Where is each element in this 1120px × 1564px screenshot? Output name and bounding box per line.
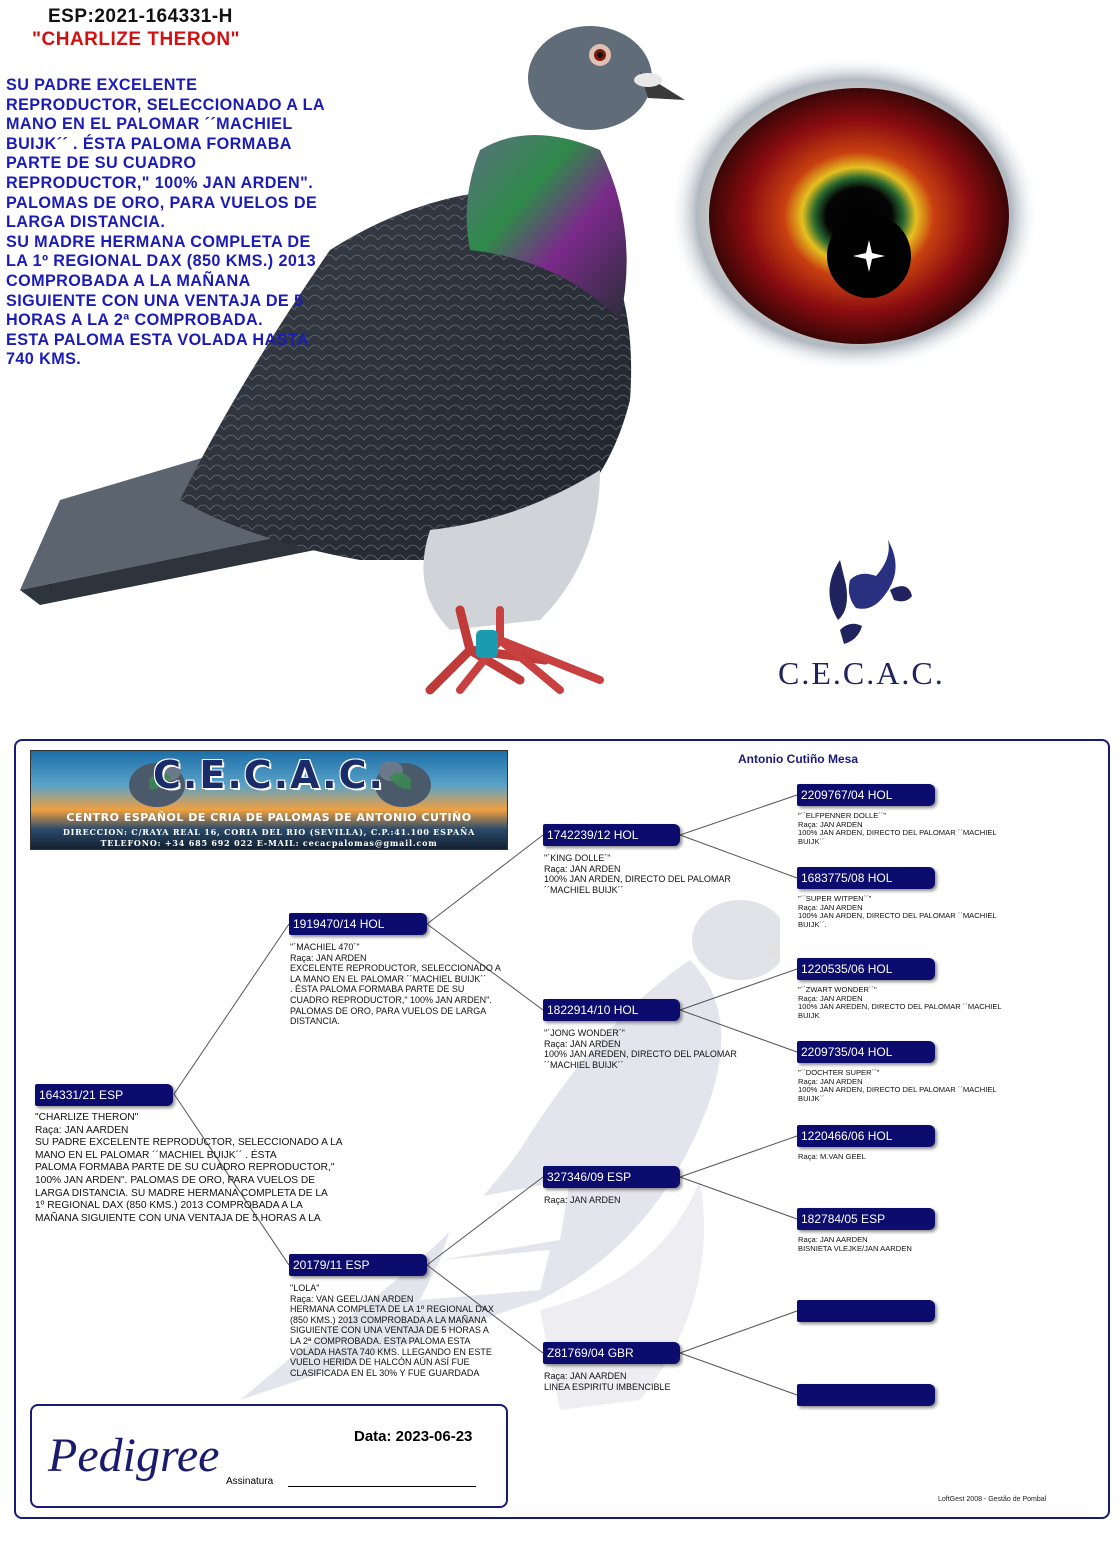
pedigree-info-mm bbox=[544, 1371, 769, 1392]
info-line: Raça: JAN AARDEN bbox=[35, 1124, 129, 1136]
pedigree-node-mm[interactable]: Z81769/04 GBR bbox=[543, 1342, 680, 1364]
info-line: LINEA ESPIRITU IMBENCIBLE bbox=[544, 1381, 671, 1392]
pedigree-info-mother bbox=[290, 1283, 515, 1378]
info-line: 100% JAN ARDEN, DIRECTO DEL PALOMAR ´´MACHIEL bbox=[798, 1085, 997, 1095]
description-line: SU PADRE EXCELENTE bbox=[6, 76, 198, 94]
description-line: LARGA DISTANCIA. bbox=[6, 213, 166, 232]
description-line: LA 1º REGIONAL DAX (850 KMS.) 2013 bbox=[6, 252, 317, 271]
info-line: Raça: JAN ARDEN bbox=[798, 1076, 863, 1086]
description-line: HORAS A LA 2ª COMPROBADA. bbox=[6, 311, 264, 330]
info-line: "´KING DOLLE´" bbox=[544, 853, 611, 863]
pedigree-info-fmf bbox=[798, 986, 1028, 1020]
pedigree-title: Pedigree bbox=[48, 1429, 220, 1482]
pedigree-info-mfm bbox=[798, 1236, 1028, 1253]
info-line: Raça: JAN ARDEN bbox=[798, 902, 863, 912]
pedigree-node-fm[interactable]: 1822914/10 HOL bbox=[543, 999, 680, 1021]
info-line: BISNIETA VLEJKE/JAN AARDEN bbox=[798, 1243, 912, 1253]
pedigree-info-subject bbox=[35, 1112, 365, 1225]
info-line: PALOMA FORMABA PARTE DE SU CUADRO REPRODUCTOR," bbox=[35, 1162, 335, 1174]
info-line: Raça: JAN ARDEN bbox=[290, 952, 367, 963]
info-line: Raça: JAN AARDEN bbox=[798, 1235, 868, 1244]
pedigree-info-ff bbox=[544, 853, 769, 895]
ring-title: ESP:2021-164331-H bbox=[48, 6, 233, 27]
info-line: 100% JAN AREDEN, DIRECTO DEL PALOMAR ´´MACHIEL bbox=[798, 1002, 1002, 1012]
pedigree-node-mfm[interactable]: 182784/05 ESP bbox=[797, 1208, 935, 1230]
pedigree-info-ffm bbox=[798, 895, 1028, 929]
info-line: CLASIFICADA EN EL 30% Y FUE GUARDADA bbox=[290, 1367, 480, 1378]
pedigree-date: Data: 2023-06-23 bbox=[354, 1428, 473, 1445]
info-line: EXCELENTE REPRODUCTOR, SELECCIONADO A bbox=[290, 963, 501, 974]
description-line: PARTE DE SU CUADRO bbox=[6, 154, 197, 173]
info-line: HERMANA COMPLETA DE LA 1º REGIONAL DAX bbox=[290, 1304, 494, 1315]
info-line: DISTANCIA. bbox=[290, 1016, 340, 1027]
pedigree-node-mmf[interactable] bbox=[797, 1300, 935, 1322]
description-line: REPRODUCTOR," 100% JAN ARDEN". bbox=[6, 173, 314, 192]
pedigree-node-father[interactable]: 1919470/14 HOL bbox=[289, 913, 427, 935]
banner-contact: TELEFONO: +34 685 692 022 E-MAIL: cecacpalomas@gmail.com bbox=[100, 838, 438, 848]
info-line: BUIJK´´ bbox=[798, 1093, 825, 1103]
pedigree-node-fmf[interactable]: 1220535/06 HOL bbox=[797, 958, 935, 980]
pedigree-node-ffm[interactable]: 1683775/08 HOL bbox=[797, 867, 935, 889]
description-line: REPRODUCTOR, SELECCIONADO A LA bbox=[6, 95, 325, 114]
cecac-banner bbox=[30, 750, 508, 850]
pedigree-node-fmm[interactable]: 2209735/04 HOL bbox=[797, 1041, 935, 1063]
pedigree-node-mf[interactable]: 327346/09 ESP bbox=[543, 1166, 680, 1188]
info-line: . ÉSTA PALOMA FORMABA PARTE DE SU bbox=[290, 984, 465, 995]
pedigree-node-mff[interactable]: 1220466/06 HOL bbox=[797, 1125, 935, 1147]
pedigree-node-fff[interactable]: 2209767/04 HOL bbox=[797, 784, 935, 806]
info-line: "´´DOCHTER SUPER´´" bbox=[798, 1068, 880, 1077]
pedigree-info-mf bbox=[544, 1195, 769, 1206]
description-line: 740 KMS. bbox=[6, 350, 82, 369]
software-credit: LoftGest 2008 - Gestão de Pombal bbox=[938, 1496, 1047, 1503]
info-line: Raça: JAN ARDEN bbox=[544, 863, 621, 874]
info-line: 100% JAN ARDEN, DIRECTO DEL PALOMAR bbox=[544, 874, 731, 885]
description-line: PALOMAS DE ORO, PARA VUELOS DE bbox=[6, 193, 318, 212]
description-line: ESTA PALOMA ESTA VOLADA HASTA bbox=[6, 330, 309, 349]
info-line: MANO EN EL PALOMAR ´´MACHIEL BUIJK´´ . ÉSTA bbox=[35, 1149, 277, 1161]
info-line: "´MACHIEL 470´" bbox=[290, 942, 360, 952]
info-line: CUADRO REPRODUCTOR," 100% JAN ARDEN". bbox=[290, 994, 492, 1005]
banner-address: DIRECCION: C/RAYA REAL 16, CORIA DEL RIO (SEVILLA), C.P.:41.100 ESPAÑA bbox=[62, 827, 476, 837]
info-line: LA MANO EN EL PALOMAR ´´MACHIEL BUIJK´´ bbox=[290, 973, 487, 984]
info-line: 1º REGIONAL DAX (850 KMS.) 2013 COMPROBADA A LA bbox=[35, 1200, 303, 1212]
description-line: SIGUIENTE CON UNA VENTAJA DE 5 bbox=[6, 291, 304, 310]
info-line: SU PADRE EXCELENTE REPRODUCTOR, SELECCIONADO A LA bbox=[35, 1137, 343, 1149]
pedigree-node-subject[interactable]: 164331/21 ESP bbox=[35, 1084, 173, 1106]
pigeon-eye-photo bbox=[664, 44, 1044, 374]
info-line: 100% JAN AREDEN, DIRECTO DEL PALOMAR bbox=[544, 1049, 737, 1060]
pedigree-info-fm bbox=[544, 1028, 769, 1070]
info-line: 100% JAN ARDEN, DIRECTO DEL PALOMAR ´´MACHIEL bbox=[798, 911, 997, 921]
pedigree-info-father bbox=[290, 942, 515, 1027]
info-line: Raça: JAN ARDEN bbox=[798, 993, 863, 1003]
info-line: PALOMAS DE ORO, PARA VUELOS DE LARGA bbox=[290, 1005, 487, 1016]
bird-name: "CHARLIZE THERON" bbox=[32, 29, 241, 50]
info-line: Raça: JAN ARDEN bbox=[544, 1038, 621, 1049]
info-line: "´´SUPER WITPEN´´" bbox=[798, 894, 872, 903]
cecac-logo-text: C.E.C.A.C. bbox=[778, 655, 945, 691]
pedigree-info-fff bbox=[798, 812, 1028, 846]
info-line: Raça: JAN ARDEN bbox=[544, 1195, 621, 1205]
signature-line[interactable] bbox=[288, 1486, 476, 1487]
banner-subtitle: CENTRO ESPAÑOL DE CRIA DE PALOMAS DE ANTONIO CUTIÑO bbox=[66, 811, 472, 824]
pedigree-node-ff[interactable]: 1742239/12 HOL bbox=[543, 824, 680, 846]
info-line: "´JONG WONDER´" bbox=[544, 1028, 625, 1038]
info-line: 100% JAN ARDEN, DIRECTO DEL PALOMAR ´´MACHIEL bbox=[798, 828, 997, 838]
description-line: MANO EN EL PALOMAR ´´MACHIEL bbox=[6, 115, 293, 134]
description-line: BUIJK´´ . ÉSTA PALOMA FORMABA bbox=[6, 134, 292, 153]
info-line: LARGA DISTANCIA. SU MADRE HERMANA COMPLETA DE LA bbox=[35, 1187, 328, 1199]
info-line: ´´MACHIEL BUIJK´´ bbox=[544, 884, 624, 895]
info-line: (850 KMS.) 2013 COMPROBADA A LA MAÑANA bbox=[290, 1314, 487, 1325]
signature-label: Assinatura bbox=[226, 1476, 274, 1487]
info-line: Raça: JAN AARDEN bbox=[544, 1371, 627, 1381]
info-line: BUIJK´´ bbox=[798, 836, 825, 846]
description-line: SU MADRE HERMANA COMPLETA DE bbox=[6, 232, 311, 251]
info-line: "CHARLIZE THERON" bbox=[35, 1112, 139, 1123]
info-line: SIGUIENTE CON UNA VENTAJA DE 5 HORAS A bbox=[290, 1325, 489, 1336]
info-line: VUELO HERIDA DE HALCÓN AÚN ASÍ FUE bbox=[290, 1357, 470, 1368]
info-line: Raça: JAN ARDEN bbox=[798, 819, 863, 829]
info-line: Raça: M.VAN GEEL bbox=[798, 1152, 866, 1161]
info-line: "´´ZWART WONDER´´" bbox=[798, 985, 877, 994]
info-line: "´´ELFPENNER DOLLE´´" bbox=[798, 811, 887, 820]
info-line: BUIJK bbox=[798, 1010, 820, 1020]
info-line: BUIJK´´. bbox=[798, 919, 827, 929]
info-line: MAÑANA SIGUIENTE CON UNA VENTAJA DE 5 HORAS A LA bbox=[35, 1212, 321, 1224]
info-line: LA 2ª COMPROBADA. ESTA PALOMA ESTA bbox=[290, 1335, 471, 1346]
pedigree-info-mff bbox=[798, 1153, 1028, 1162]
info-line: "LOLA" bbox=[290, 1283, 320, 1293]
info-line: ´´MACHIEL BUIJK´´ bbox=[544, 1059, 624, 1070]
owner-name: Antonio Cutiño Mesa bbox=[738, 752, 858, 766]
banner-title: C.E.C.A.C. bbox=[153, 753, 385, 797]
pedigree-node-mother[interactable]: 20179/11 ESP bbox=[289, 1254, 427, 1276]
info-line: VOLADA HASTA 740 KMS. LLEGANDO EN ESTE bbox=[290, 1346, 492, 1357]
info-line: Raça: VAN GEEL/JAN ARDEN bbox=[290, 1293, 414, 1304]
pigeon-description bbox=[6, 76, 406, 370]
pedigree-info-fmm bbox=[798, 1069, 1028, 1103]
info-line: 100% JAN ARDEN". PALOMAS DE ORO, PARA VUELOS DE bbox=[35, 1174, 316, 1186]
pedigree-node-mmm[interactable] bbox=[797, 1384, 935, 1406]
pedigree-footer bbox=[30, 1404, 508, 1508]
description-line: COMPROBADA A LA MAÑANA bbox=[6, 271, 251, 290]
